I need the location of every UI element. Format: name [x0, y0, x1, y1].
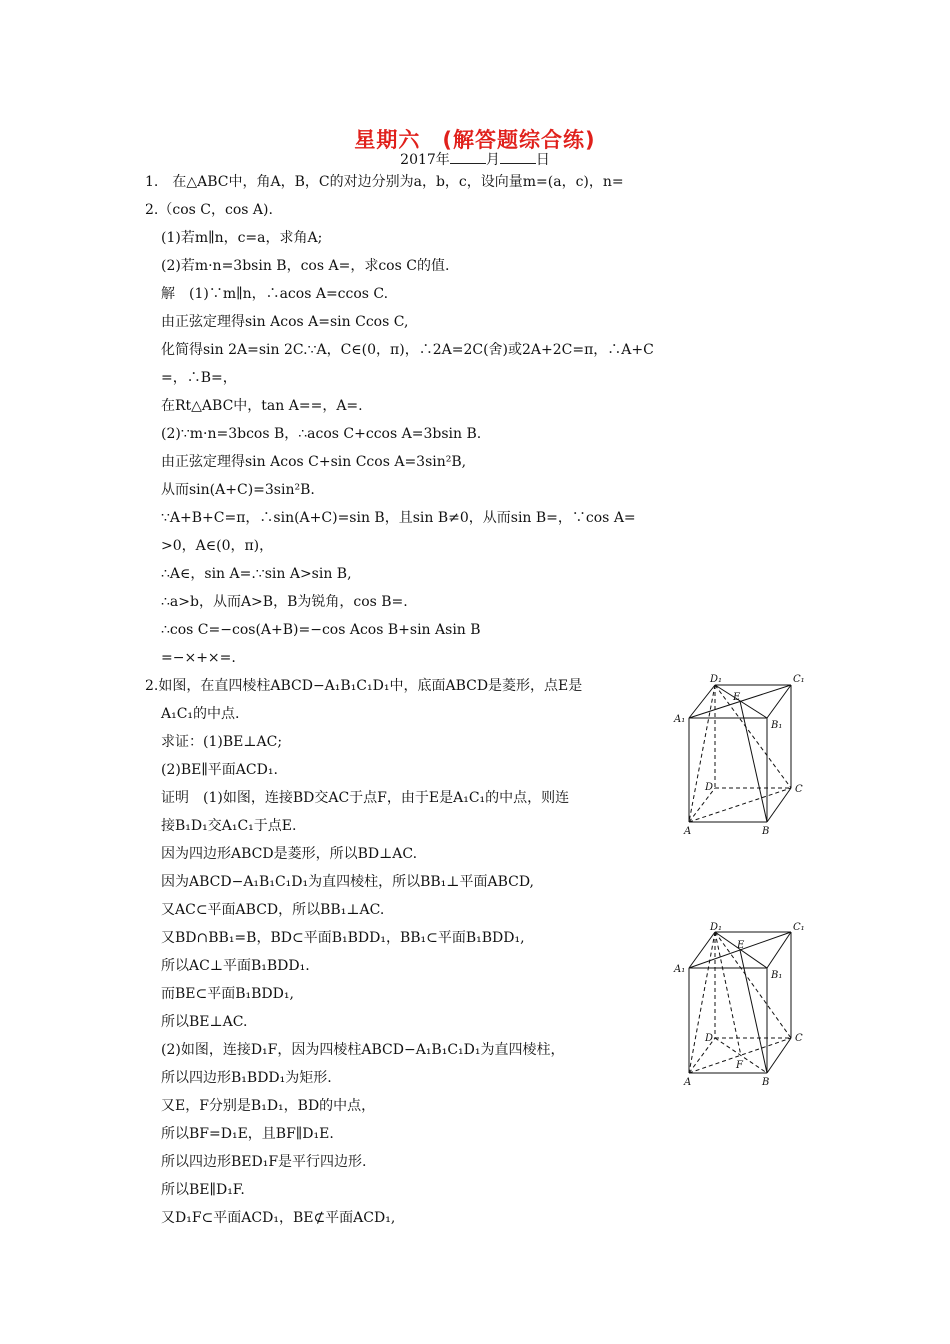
day-blank — [500, 151, 536, 164]
fig2-label-a1: A₁ — [674, 964, 686, 975]
fig2-label-d: D — [705, 1033, 714, 1044]
fig1-label-d: D — [705, 782, 714, 793]
fig2-label-d1: D₁ — [710, 922, 723, 933]
fig1-label-d1: D₁ — [710, 674, 723, 685]
fig1-label-b1: B₁ — [771, 720, 783, 731]
p1-line: ∵A+B+C=π，∴sin(A+C)=sin B，且sin B≠0，从而sin B=，∵cos A= — [161, 510, 636, 526]
p2-line: 所以四边形BED₁F是平行四边形. — [161, 1154, 367, 1170]
p2-line: 又AC⊂平面ABCD，所以BB₁⊥AC. — [161, 902, 385, 918]
p1-line: >0，A∈(0，π)， — [161, 538, 274, 554]
fig1-label-b: B — [762, 826, 770, 837]
fig2-label-c: C — [795, 1033, 803, 1044]
p2-line: 又BD∩BB₁=B，BD⊂平面B₁BDD₁，BB₁⊂平面B₁BDD₁, — [161, 930, 525, 946]
p2-line: 又E，F分别是B₁D₁，BD的中点， — [161, 1098, 376, 1114]
p2-line: 所以BE∥D₁F. — [161, 1182, 245, 1198]
p2-line: 所以BE⊥AC. — [161, 1014, 248, 1030]
p2-line: 所以四边形B₁BDD₁为矩形. — [161, 1070, 332, 1086]
p2-line: 2.如图，在直四棱柱ABCD−A₁B₁C₁D₁中，底面ABCD是菱形，点E是 — [145, 678, 583, 694]
p2-line: 求证：(1)BE⊥AC; — [161, 734, 283, 750]
fig1-label-e: E — [733, 692, 741, 703]
p1-line: (1)若m∥n，c=a，求角A; — [161, 230, 323, 246]
p2-line: 而BE⊂平面B₁BDD₁, — [161, 986, 294, 1002]
p1-line: 解 (1)∵m∥n，∴acos A=ccos C. — [161, 286, 389, 302]
p2-line: (2)如图，连接D₁F，因为四棱柱ABCD−A₁B₁C₁D₁为直四棱柱， — [161, 1042, 565, 1058]
p1-line: =，∴B=， — [161, 370, 237, 386]
p1-line: 1. 在△ABC中，角A，B，C的对边分别为a，b，c，设向量m=(a，c)，n= — [145, 174, 624, 190]
p1-line: (2)若m·n=3bsin B，cos A=，求cos C的值. — [161, 258, 450, 274]
month-blank — [450, 151, 486, 164]
date-line — [0, 149, 950, 169]
p1-line: 化简得sin 2A=sin 2C.∵A，C∈(0，π)，∴2A=2C(舍)或2A+2C=π，∴A+C — [161, 342, 654, 358]
p1-line: 2.（cos C，cos A). — [145, 202, 273, 218]
p2-line: 因为ABCD−A₁B₁C₁D₁为直四棱柱，所以BB₁⊥平面ABCD, — [161, 874, 535, 890]
fig1-label-c1: C₁ — [793, 674, 805, 685]
p2-line: A₁C₁的中点. — [161, 706, 240, 722]
p1-line: ∴A∈，sin A=.∵sin A>sin B, — [161, 566, 352, 582]
p1-line: ∴a>b，从而A>B，B为锐角，cos B=. — [161, 594, 408, 610]
p2-line: 所以BF=D₁E，且BF∥D₁E. — [161, 1126, 334, 1142]
p2-line: (2)BE∥平面ACD₁. — [161, 762, 278, 778]
date-year: 2017年 — [400, 152, 450, 168]
fig1-label-c: C — [795, 784, 803, 795]
fig1-label-a: A — [684, 826, 692, 837]
p1-line: ∴cos C=−cos(A+B)=−cos Acos B+sin Asin B — [161, 622, 481, 638]
page-title: 星期六 (解答题综合练) — [354, 128, 596, 152]
fig2-label-b: B — [762, 1077, 770, 1088]
fig2-label-a: A — [684, 1077, 692, 1088]
date-month: 月 — [485, 152, 500, 168]
p1-line: 在Rt△ABC中，tan A==，A=. — [161, 398, 363, 414]
p1-line: 从而sin(A+C)=3sin²B. — [161, 482, 315, 498]
prism-figure-1 — [672, 670, 812, 840]
p2-line: 证明 (1)如图，连接BD交AC于点F，由于E是A₁C₁的中点，则连 — [161, 790, 570, 806]
fig2-label-f: F — [736, 1060, 743, 1071]
p1-line: 由正弦定理得sin Acos C+sin Ccos A=3sin²B, — [161, 454, 467, 470]
p2-line: 所以AC⊥平面B₁BDD₁. — [161, 958, 310, 974]
fig2-label-c1: C₁ — [793, 922, 805, 933]
p2-line: 因为四边形ABCD是菱形，所以BD⊥AC. — [161, 846, 418, 862]
fig2-label-e: E — [737, 940, 745, 951]
fig2-label-b1: B₁ — [771, 970, 783, 981]
fig1-label-a1: A₁ — [674, 714, 686, 725]
prism-figure-2 — [672, 920, 812, 1090]
p2-line: 又D₁F⊂平面ACD₁，BE⊄平面ACD₁, — [161, 1210, 396, 1226]
p1-line: =−×+×=. — [161, 650, 236, 666]
p1-line: 由正弦定理得sin Acos A=sin Ccos C, — [161, 314, 409, 330]
date-day: 日 — [535, 152, 550, 168]
p2-line: 接B₁D₁交A₁C₁于点E. — [161, 818, 297, 834]
p1-line: (2)∵m·n=3bcos B，∴acos C+ccos A=3bsin B. — [161, 426, 482, 442]
